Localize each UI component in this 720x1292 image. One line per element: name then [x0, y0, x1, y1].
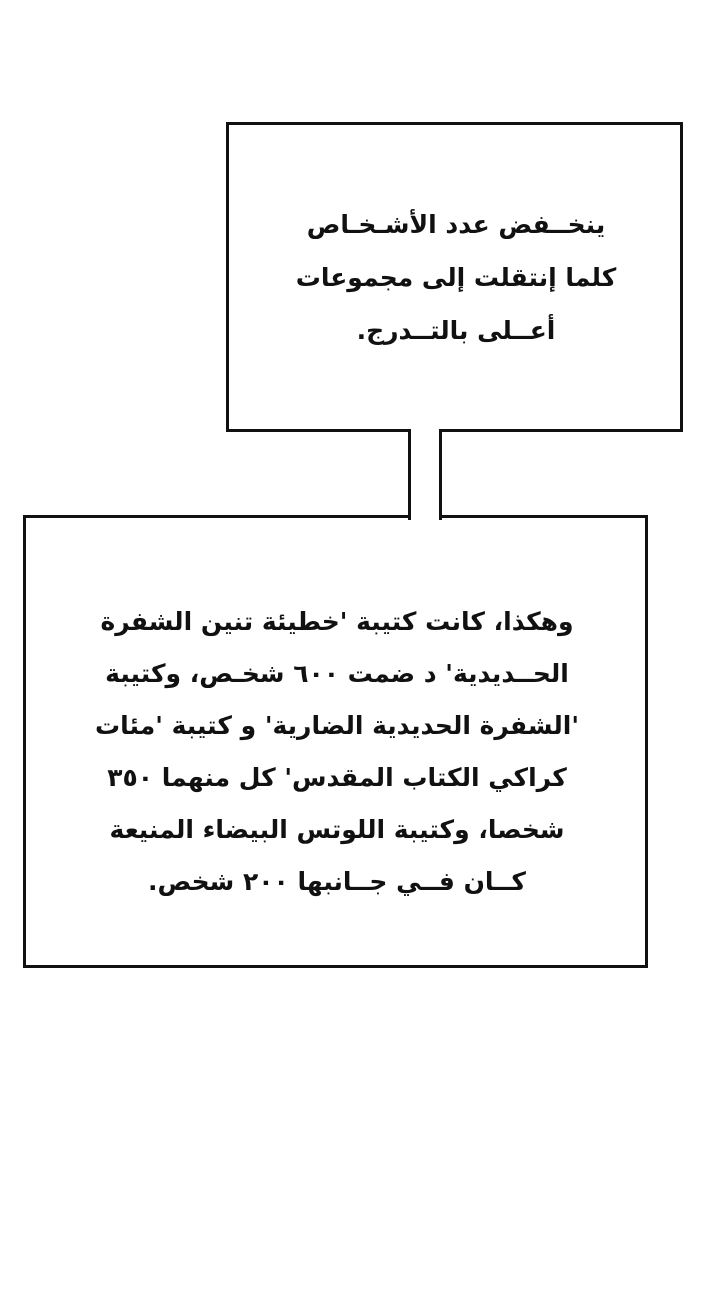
lower-text-line: الحــديدية' د ضمت ٦٠٠ شخـص، وكتيبة [105, 659, 569, 688]
lower-text-line: شخصا، وكتيبة اللوتس البيضاء المنيعة [109, 815, 565, 844]
lower-text-line: وهكذا، كانت كتيبة 'خطيئة تنين الشفرة [100, 607, 574, 636]
upper-box-text [256, 198, 656, 357]
lower-text-line: كــان فــي جــانبها ٢٠٠ شخص. [148, 867, 526, 896]
upper-text-line: أعــلى بالتــدرج. [356, 316, 556, 345]
upper-text-line: كلما إنتقلت إلى مجموعات [295, 263, 617, 292]
upper-text-line: ينخــفض عدد الأشـخـاص [306, 210, 606, 239]
lower-box-text [48, 596, 626, 908]
box-connector [408, 429, 442, 520]
lower-text-line: 'الشفرة الحديدية الضارية' و كتيبة 'مئات [95, 711, 579, 740]
lower-text-line: كراكي الكتاب المقدس' كل منهما ٣٥٠ [107, 763, 567, 792]
